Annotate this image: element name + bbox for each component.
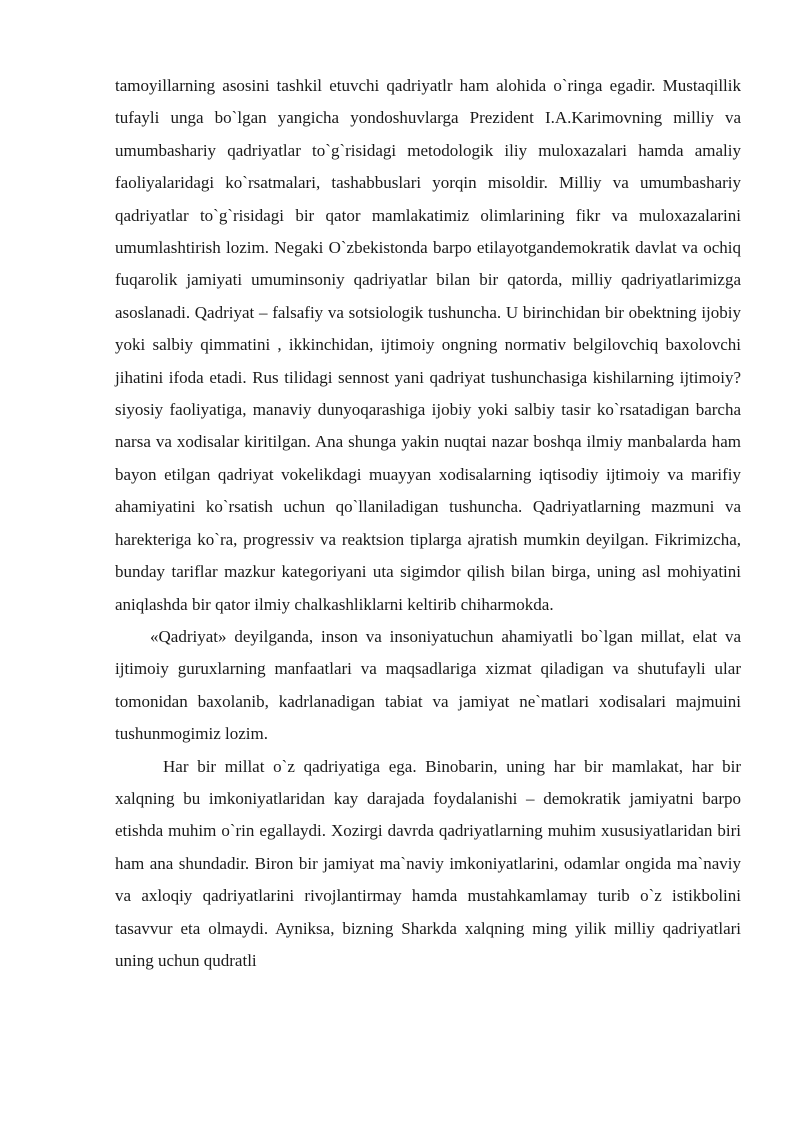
paragraph-har-bir-millat: Har bir millat o`z qadriyatiga ega. Binobarin, uning har bir mamlakat, har bir xalqning bu imkoniyatlaridan kay darajada foydalanishi – demokratik jamiyatni barpo etishda muhim o`rin egallaydi. Xozirgi davrda qadriyatlarning muhim xususiyatlaridan biri ham ana shundadir. Biron bir jamiyat ma`naviy imkoniyatlarini, odamlar ongida ma`naviy va axloqiy qadriyatlarini rivojlantirmay hamda mustahkamlamay turib o`z istikbolini tasavvur eta olmaydi. Ayniksa, bizning Sharkda xalqning ming yilik milliy qadriyatlari uning uchun qudratli — [115, 756, 741, 970]
paragraph-continuation: tamoyillarning asosini tashkil etuvchi qadriyatlr ham alohida o`ringa egadir. Mustaqillik tufayli unga bo`lgan yangicha yondoshuvlarga Prezident I.A.Karimovning milliy va umumbashariy qadriyatlar to`g`risidagi metodologik iliy muloxazalari hamda amaliy faoliyalaridagi ko`rsatmalari, tashabbuslari yorqin misoldir. Milliy va umumbashariy qadriyatlar to`g`risidagi bir qator mamlakatimiz olimlarining fikr va muloxazalarini umumlashtirish lozim. Negaki O`zbekistonda barpo etilayotgandemokratik davlat va ochiq fuqarolik jamiyati umuminsoniy qadriyatlar bilan bir qatorda, milliy qadriyatlarimizga asoslanadi. Qadriyat – falsafiy va sotsiologik tushuncha. U birinchidan bir obektning ijobiy yoki salbiy qimmatini , ikkinchidan, ijtimoiy ongning normativ belgilovchiq baxolovchi jihatini ifoda etadi. Rus tilidagi sennost yani qadriyat tushunchasiga kishilarning ijtimoiy?siyosiy faoliyatiga, manaviy dunyoqarashiga ijobiy yoki salbiy tasir ko`rsatadigan barcha narsa va xodisalar kiritilgan. Ana shunga yakin nuqtai nazar boshqa ilmiy manbalarda ham bayon etilgan qadriyat vokelikdagi muayyan xodisalarning iqtisodiy ijtimoiy va marifiy ahamiyatini ko`rsatish uchun qo`llaniladigan tushuncha. Qadriyatlarning mazmuni va harekteriga ko`ra, progressiv va reaktsion tiplarga ajratish mumkin deyilgan. Fikrimizcha, bunday tariflar mazkur kategoriyani uta sigimdor qilish bilan birga, uning asl mohiyatini aniqlashda bir qator ilmiy chalkashliklarni keltirib chiharmokda. — [115, 76, 741, 614]
paragraph-qadriyat-definition: «Qadriyat» deyilganda, inson va insoniyatuchun ahamiyatli bo`lgan millat, elat va ijtimoiy guruxlarning manfaatlari va maqsadlariga xizmat qiladigan va shutufayli ular tomonidan baxolanib, kadrlanadigan tabiat va jamiyat ne`matlari xodisalari majmuini tushunmogimiz lozim. — [115, 626, 741, 744]
document-page — [115, 70, 741, 977]
